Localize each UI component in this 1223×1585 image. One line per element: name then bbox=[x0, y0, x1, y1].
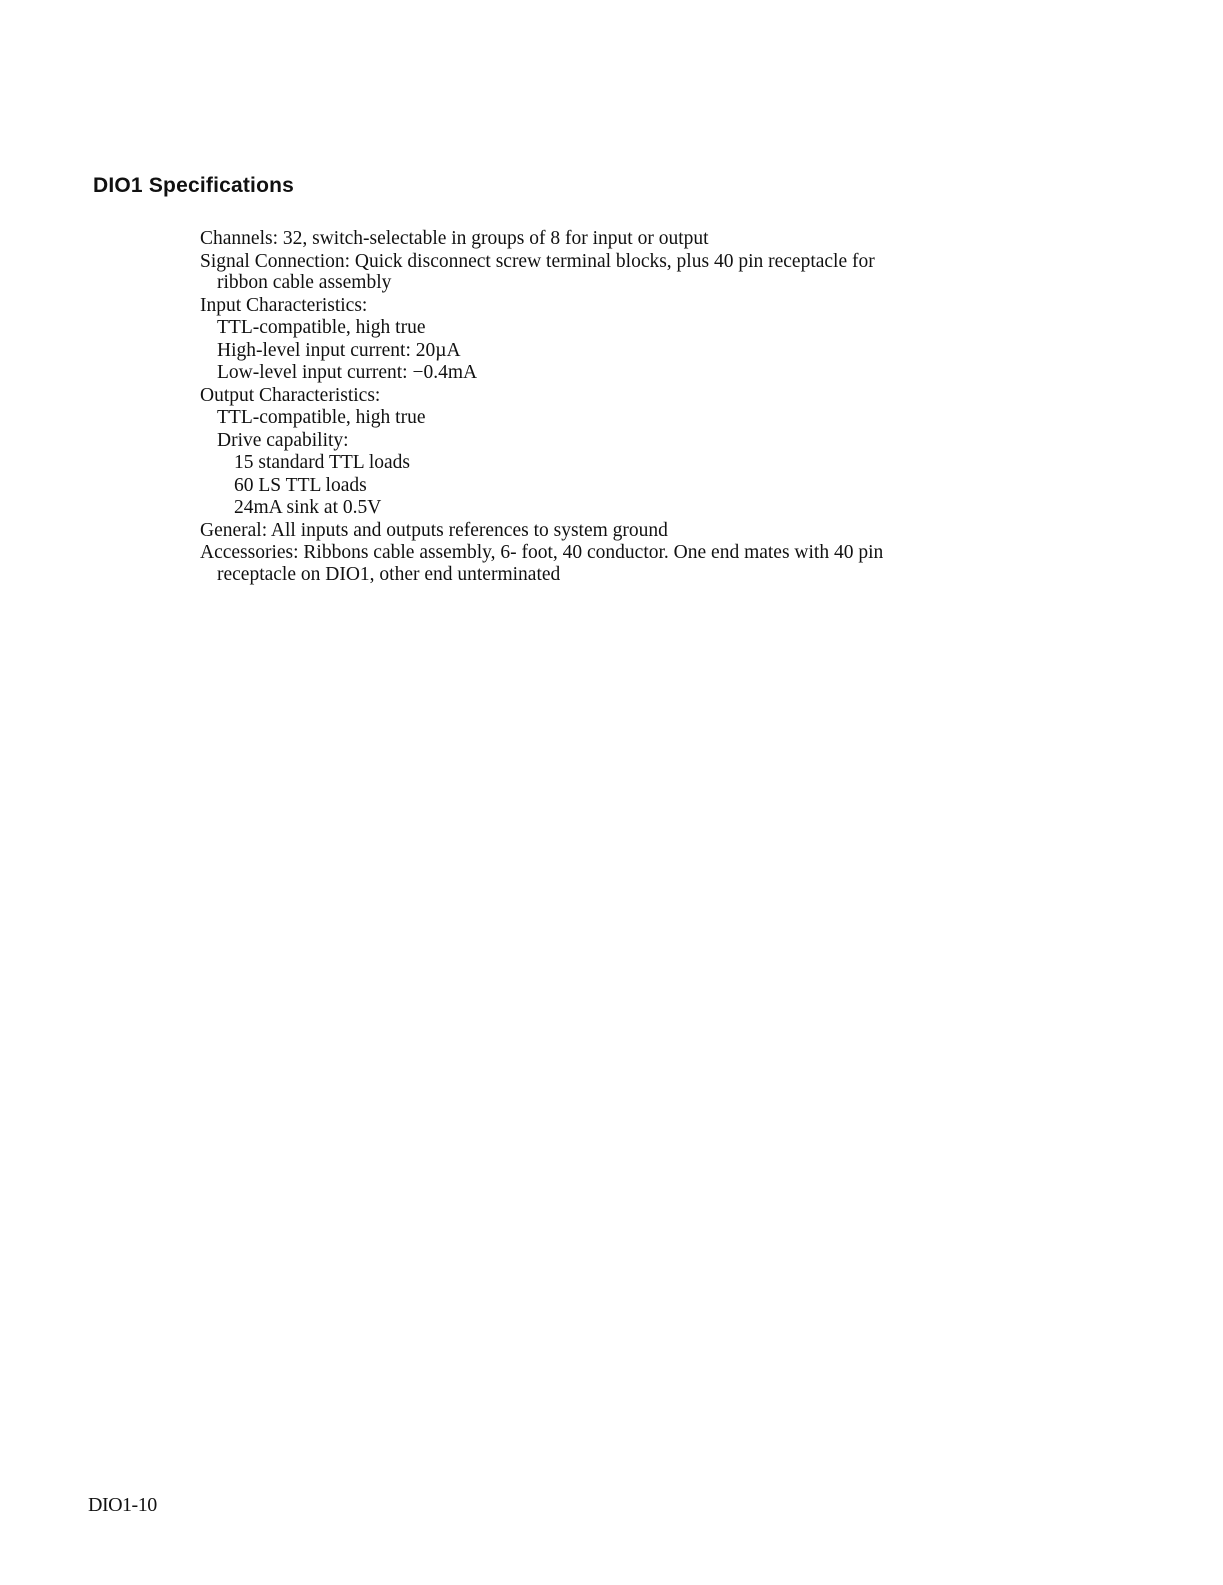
spec-input-ttl: TTL-compatible, high true bbox=[217, 317, 426, 338]
spec-input-low: Low-level input current: −0.4mA bbox=[217, 362, 478, 383]
spec-output-heading: Output Characteristics: bbox=[200, 384, 381, 406]
spec-drive-heading: Drive capability: bbox=[217, 429, 349, 451]
spec-signal-connection: Signal Connection: Quick disconnect screw terminal blocks, plus 40 pin receptacle for bbox=[200, 250, 875, 272]
spec-input-high: High-level input current: 20µA bbox=[217, 339, 461, 361]
spec-input-heading: Input Characteristics: bbox=[200, 294, 368, 316]
spec-accessories: Accessories: Ribbons cable assembly, 6- foot, 40 conductor. One end mates with 40 pin bbox=[200, 542, 884, 563]
spec-drive-standard: 15 standard TTL loads bbox=[234, 452, 411, 473]
spec-channels: Channels: 32, switch-selectable in groups of 8 for input or output bbox=[200, 228, 709, 249]
spec-list bbox=[200, 228, 1020, 586]
spec-accessories-cont: receptacle on DIO1, other end unterminated bbox=[217, 563, 561, 585]
page-title: DIO1 Specifications bbox=[93, 174, 295, 197]
spec-general: General: All inputs and outputs references to system ground bbox=[200, 519, 668, 541]
spec-output-ttl: TTL-compatible, high true bbox=[217, 407, 426, 428]
spec-drive-ls: 60 LS TTL loads bbox=[234, 474, 367, 496]
page-number: DIO1-10 bbox=[88, 1494, 157, 1516]
spec-drive-sink: 24mA sink at 0.5V bbox=[234, 497, 382, 518]
spec-signal-connection-cont: ribbon cable assembly bbox=[217, 272, 392, 293]
